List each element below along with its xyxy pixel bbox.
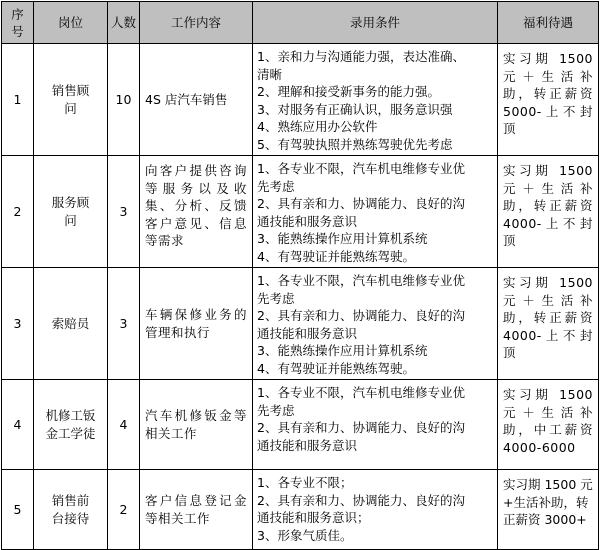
requirement-line: 3、形象气质佳。 bbox=[257, 527, 353, 543]
header-benefits: 福利待遇 bbox=[498, 2, 599, 44]
header-count: 人数 bbox=[108, 2, 140, 44]
requirement-line: 4、有驾驶证并能熟练驾驶。 bbox=[257, 248, 415, 264]
row-requirements bbox=[253, 380, 498, 470]
row-position: 销售顾问 bbox=[34, 44, 108, 156]
row-no: 3 bbox=[2, 268, 34, 380]
requirement-line: 先考虑 bbox=[257, 178, 295, 194]
row-no: 4 bbox=[2, 380, 34, 470]
row-requirements bbox=[253, 470, 498, 550]
row-no: 2 bbox=[2, 156, 34, 268]
row-no: 5 bbox=[2, 470, 34, 550]
row-position: 机修工钣金工学徒 bbox=[34, 380, 108, 470]
row-count: 4 bbox=[108, 380, 140, 470]
table-row bbox=[2, 470, 599, 550]
header-position: 岗位 bbox=[34, 2, 108, 44]
header-row bbox=[2, 2, 599, 44]
requirement-line: 先考虑 bbox=[257, 290, 295, 306]
row-duties: 向客户提供咨询等服务以及收集、分析、反馈客户意见、信息等需求 bbox=[140, 156, 253, 268]
row-benefits: 实习期 1500 元＋生活补助，转正薪资 5000-上不封顶 bbox=[498, 44, 599, 156]
row-count: 10 bbox=[108, 44, 140, 156]
row-position: 销售前台接待 bbox=[34, 470, 108, 550]
row-count: 3 bbox=[108, 268, 140, 380]
row-count: 2 bbox=[108, 470, 140, 550]
requirement-line: 1、亲和力与沟通能力强，表达准确、 bbox=[257, 49, 465, 64]
requirement-line: 4、有驾驶证并能熟练驾驶。 bbox=[257, 360, 415, 376]
row-position: 服务顾问 bbox=[34, 156, 108, 268]
requirement-line: 清晰 bbox=[257, 66, 283, 82]
header-duties: 工作内容 bbox=[140, 2, 253, 44]
row-benefits: 实习期 1500 元+生活补助，转正薪资 3000+ bbox=[498, 470, 599, 550]
requirement-line: 1、各专业不限； bbox=[257, 475, 353, 490]
requirement-line: 1、各专业不限，汽车机电维修专业优 bbox=[257, 161, 465, 176]
table-row bbox=[2, 44, 599, 156]
row-position: 索赔员 bbox=[34, 268, 108, 380]
row-benefits: 实习期 1500 元＋生活补助，转正薪资 4000-上不封顶 bbox=[498, 268, 599, 380]
table-row bbox=[2, 380, 599, 470]
requirement-line: 1、各专业不限，汽车机电维修专业优 bbox=[257, 273, 465, 288]
requirement-line: 通技能和服务意识 bbox=[257, 325, 358, 341]
requirement-line: 2、具有亲和力、协调能力、良好的沟 bbox=[257, 308, 465, 323]
row-benefits: 实习期 1500 元＋生活补助，中工薪资 4000-6000 bbox=[498, 380, 599, 470]
row-duties: 汽车机修钣金等相关工作 bbox=[140, 380, 253, 470]
row-benefits: 实习期 1500 元＋生活补助，转正薪资 4000-上不封顶 bbox=[498, 156, 599, 268]
requirement-line: 3、能熟练操作应用计算机系统 bbox=[257, 231, 428, 246]
requirement-line: 通技能和服务意识； bbox=[257, 510, 370, 525]
requirement-line: 5、有驾驶执照并熟练驾驶优先考虑 bbox=[257, 136, 453, 152]
requirement-line: 4、熟练应用办公软件 bbox=[257, 119, 378, 134]
row-no: 1 bbox=[2, 44, 34, 156]
row-duties: 4S 店汽车销售 bbox=[140, 44, 253, 156]
requirement-line: 通技能和服务意识 bbox=[257, 437, 358, 453]
header-requirements: 录用条件 bbox=[253, 2, 498, 44]
row-duties: 客户信息登记金等相关工作 bbox=[140, 470, 253, 550]
header-no: 序号 bbox=[2, 2, 34, 44]
recruitment-table bbox=[1, 1, 599, 550]
requirement-line: 通技能和服务意识 bbox=[257, 213, 358, 229]
table-row bbox=[2, 268, 599, 380]
requirement-line: 3、对服务有正确认识，服务意识强 bbox=[257, 101, 453, 117]
requirement-line: 2、具有亲和力、协调能力、良好的沟 bbox=[257, 196, 465, 211]
requirement-line: 2、具有亲和力、协调能力、良好的沟 bbox=[257, 492, 465, 508]
row-requirements bbox=[253, 268, 498, 380]
requirement-line: 1、各专业不限，汽车机电维修专业优 bbox=[257, 385, 465, 400]
requirement-line: 3、能熟练操作应用计算机系统 bbox=[257, 343, 428, 358]
requirement-line: 2、理解和接受新事务的能力强。 bbox=[257, 84, 440, 99]
requirement-line: 2、具有亲和力、协调能力、良好的沟 bbox=[257, 420, 465, 435]
table-row bbox=[2, 156, 599, 268]
row-requirements bbox=[253, 44, 498, 156]
row-duties: 车辆保修业务的管理和执行 bbox=[140, 268, 253, 380]
requirement-line: 先考虑 bbox=[257, 402, 295, 418]
row-requirements bbox=[253, 156, 498, 268]
row-count: 3 bbox=[108, 156, 140, 268]
